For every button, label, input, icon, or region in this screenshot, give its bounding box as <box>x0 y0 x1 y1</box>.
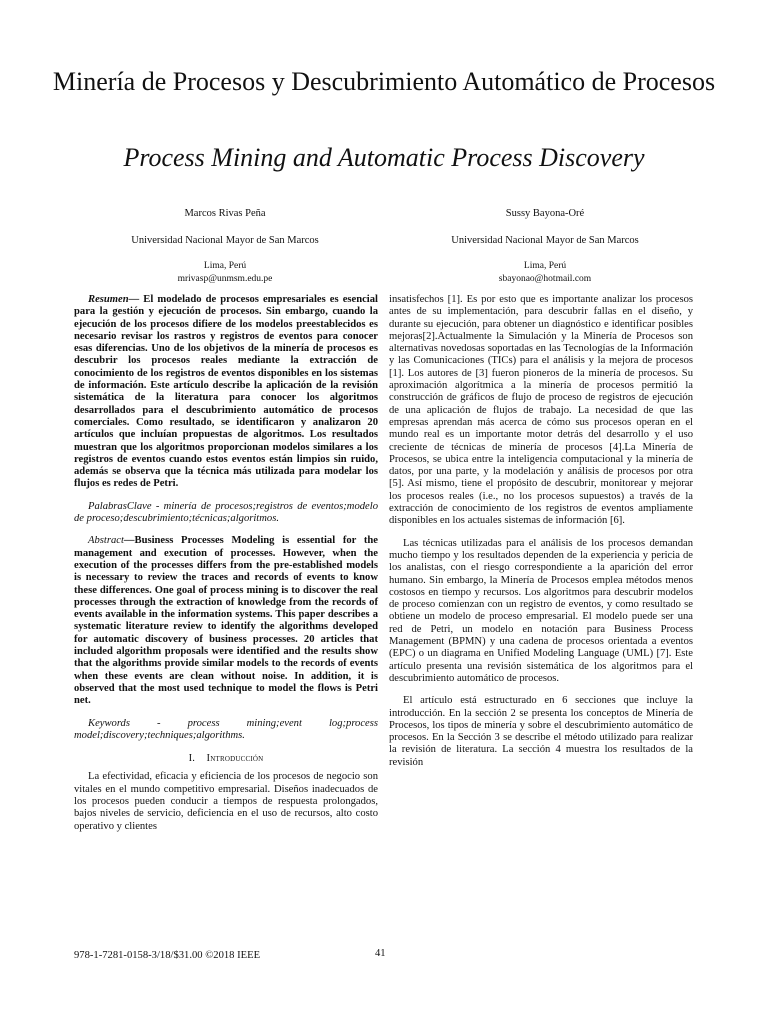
section-heading <box>74 753 378 765</box>
author-email: mrivasp@unmsm.edu.pe <box>177 274 273 284</box>
author-name: Sussy Bayona-Oré <box>505 208 585 219</box>
right-column <box>389 294 693 769</box>
author-block-2 <box>380 206 710 286</box>
body-paragraph: insatisfechos [1]. Es por esto que es importante analizar los procesos antes de su implementación, para descubrir fallas en el diseño, y durante su ejecución, para obtener un diagnóstico e identificar posibles mejoras[2].Actualmente la Simulación y la Minería de Procesos son alternativas novedosas soportadas en las Tecnologías de la Información y las Comunicaciones (TICs) para el análisis y la mejora de procesos [1]. Los autores de [3] fueron pioneros de la minería de procesos. Su aproximación algorítmica a la minería de procesos permitió la construcción de gráficos de flujo de proceso de registros de ejecución de una aplicación de flujos de trabajo. La necesidad de que las empresas aprendan más acerca de cómo sus procesos operan en el mundo real es un importante motor detrás del desarrollo y el uso creciente de técnicas de minería de procesos [4].La Minería de Procesos, se ubica entre la inteligencia computacional y la minería de datos, por una parte, y la modelación y análisis de procesos por otra [5]. Así mismo, tiene el propósito de descubrir, monitorear y mejorar los procesos reales (i.e., no los procesos supuestos) a través de la extracción de conocimiento de los registros de eventos ampliamente disponibles en los actuales sistemas de información [6]. <box>389 294 693 527</box>
author-block-1 <box>60 206 390 286</box>
resumen-text: El modelado de procesos empresariales es esencial para la gestión y ejecución de procesos. Sin embargo, cuando la ejecución de los procesos difiere de los modelos preestablecidos es necesario revisar los rastros y registros de eventos para conocer esas diferencias. Uno de los objetivos de la minería de procesos es descubrir los procesos reales mediante la extracción de conocimiento de los registros de eventos disponibles en los sistemas de información. Este artículo describe la aplicación de la revisión sistemática de la literatura para conocer los algoritmos desarrollados para el descubrimiento automático de procesos comerciales. Como resultado, se identificaron y analizaron 20 artículos que incluían propuestas de algoritmos. Los resultados muestran que los algoritmos proporcionan modelos similares a los registros de eventos cuando estos eventos están limpios sin ruido, además se observa que la técnica más utilizada para modelar los flujos es redes de Petri. <box>74 294 378 490</box>
author-location: Lima, Perú <box>203 261 247 271</box>
intro-paragraph: La efectividad, eficacia y eficiencia de los procesos de negocio son vitales en el mundo competitivo empresarial. Diseños inadecuados de los procesos pueden conducir a tiempos de respuesta prolongados, bajos niveles de servicio, deficiencia en el uso de recursos, alto costo operativo y clientes <box>74 771 378 832</box>
author-affiliation: Universidad Nacional Mayor de San Marcos <box>131 235 319 246</box>
title-spanish: Minería de Procesos y Descubrimiento Automático de Procesos <box>52 67 716 96</box>
resumen-label: Resumen— <box>88 294 140 305</box>
author-location: Lima, Perú <box>523 261 567 271</box>
abstract-text: —Business Processes Modeling is essential for the management and execution of processes. However, when the execution of the processes differs from the pre-established models is necessary to review the traces and records of events to know these differences. One goal of process mining is to discover the real processes through the extraction of knowledge from the records of events available in the information systems. This paper describes a systematic literature review to identify the algorithms developed for automatic discovery of business processes. 20 articles that included algorithm proposals were identified and the results show that the algorithms provide similar models to the records of events when these events are clean without noise. In addition, it is observed that the most used technique to model the flows is Petri net. <box>74 535 378 707</box>
body-paragraph: El artículo está estructurado en 6 secciones que incluye la introducción. En la sección 2 se presenta los conceptos de Minería de Procesos, los tipos de minería y sobre el descubrimiento automático de procesos. En la Sección 3 se describe el método utilizado para realizar la revisión de literatura. La sección 4 muestra los resultados de la revisión <box>389 695 693 768</box>
resumen-paragraph <box>74 294 378 491</box>
abstract-label: Abstract <box>88 535 124 547</box>
author-name: Marcos Rivas Peña <box>184 208 266 219</box>
keywords: Keywords - process mining;event log;process model;discovery;techniques;algorithms. <box>74 717 378 741</box>
palabras-clave: PalabrasClave - minería de procesos;registros de eventos;modelo de proceso;descubrimiento;técnicas;algoritmos. <box>74 500 378 525</box>
author-affiliation: Universidad Nacional Mayor de San Marcos <box>451 235 639 246</box>
body-paragraph: Las técnicas utilizadas para el análisis de los procesos demandan mucho tiempo y los resultados dependen de la experiencia y pericia de los analistas, con el riesgo correspondiente a la aparición del error humano. Sin embargo, la Minería de Procesos emplea métodos menos costosos en tiempo y recursos. Los algoritmos para descubrir modelos de proceso comienzan con un registro de eventos, y como resultado se obtiene un modelo de proceso empresarial. El modelo puede ser una red de Petri, un modelo en notación para Business Process Management (BPMN) y una cadena de procesos orientada a eventos (EPC) o un diagrama en Unified Modeling Language (UML) [7]. Este artículo presenta una revisión sistemática de los algoritmos para el descubrimiento automático de procesos. <box>389 537 693 684</box>
copyright-footer: 978-1-7281-0158-3/18/$31.00 ©2018 IEEE <box>74 950 261 961</box>
author-email: sbayonao@hotmail.com <box>498 274 592 284</box>
section-title: Introducción <box>206 753 264 765</box>
section-number: I. <box>188 753 196 765</box>
abstract-paragraph <box>74 535 378 707</box>
page-number: 41 <box>375 948 386 959</box>
title-english: Process Mining and Automatic Process Discovery <box>123 143 645 172</box>
left-column <box>74 294 378 833</box>
